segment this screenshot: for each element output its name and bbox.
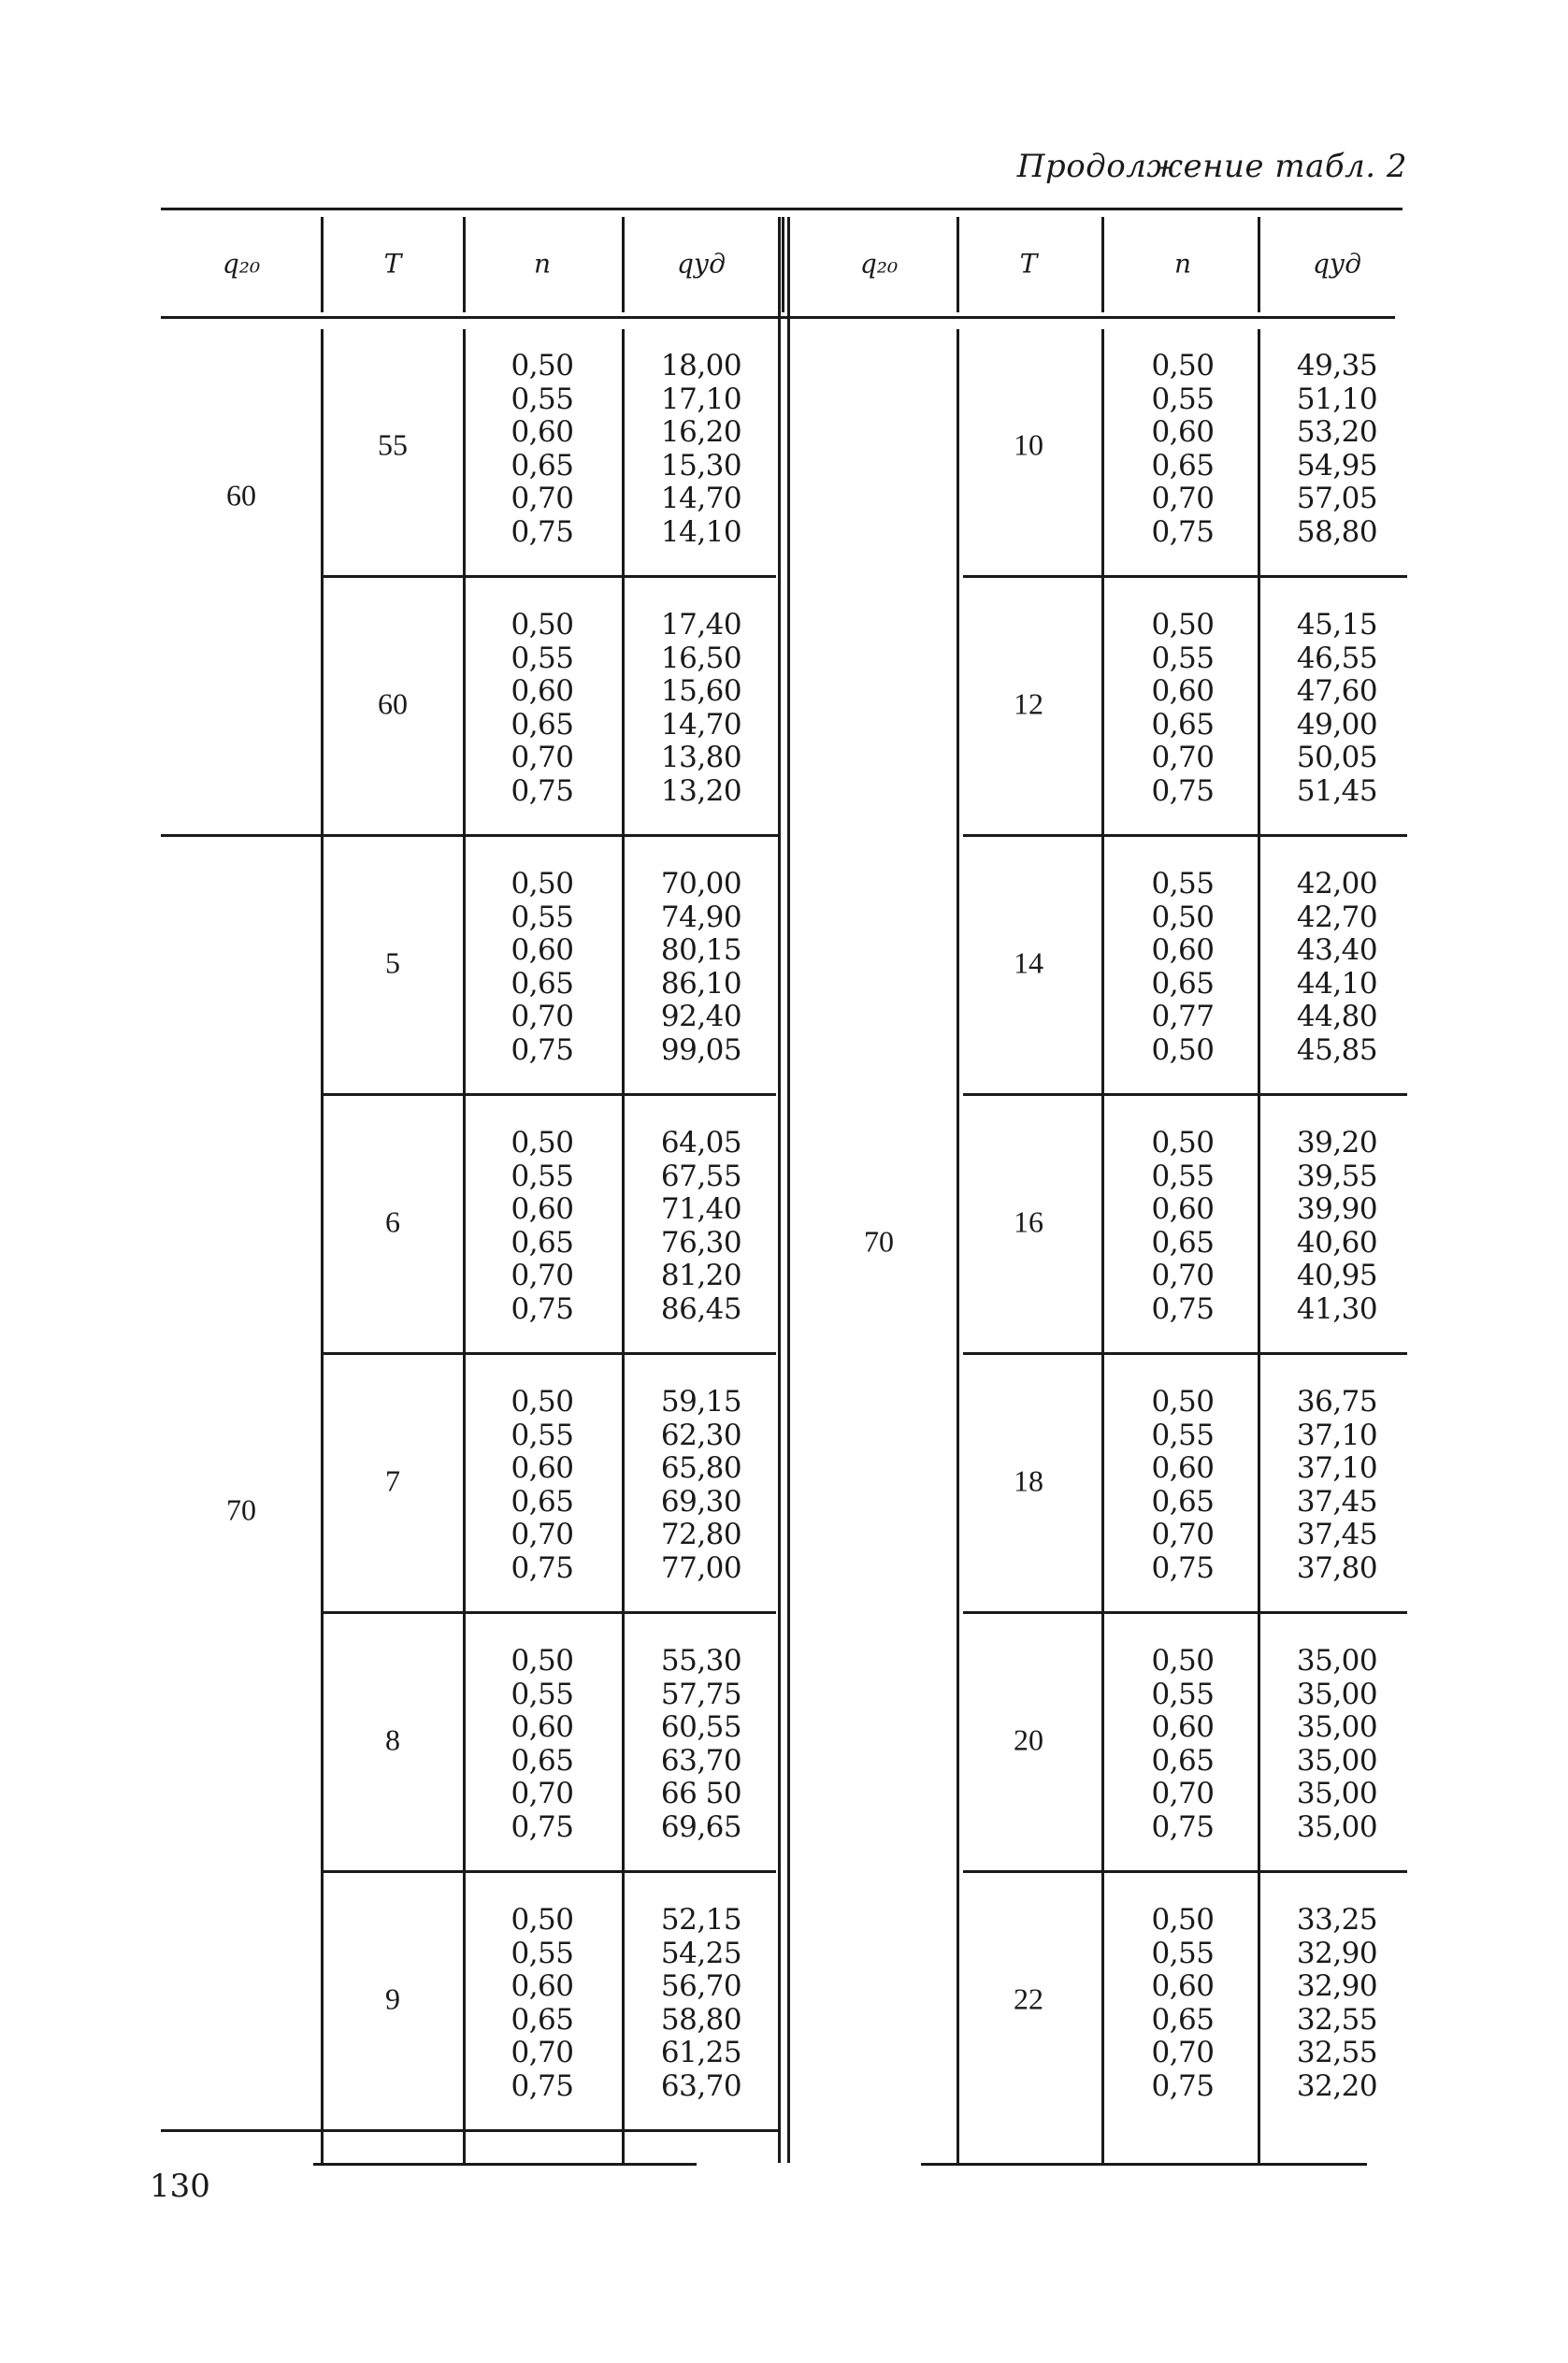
table-cell: 41,30 [1296, 1291, 1378, 1326]
right-header-n: n [1173, 248, 1192, 280]
table-cell: 0,65 [511, 966, 574, 1001]
header-vrule-0 [321, 217, 324, 312]
header-vrule-2 [622, 217, 625, 312]
table-cell: 0,75 [1151, 1809, 1215, 1844]
left-group-rule-1 [161, 2129, 778, 2132]
table-cell: 0,65 [1151, 707, 1215, 742]
left-qud-col-60 [636, 609, 767, 809]
right-T-18: 18 [1014, 1463, 1043, 1498]
left-row-rule-6 [321, 1870, 776, 1873]
table-cell: 0,60 [511, 933, 574, 968]
table-cell: 0,75 [511, 514, 574, 549]
left-T-55: 55 [378, 427, 408, 462]
table-cell: 39,90 [1296, 1192, 1378, 1227]
table-cell: 32,90 [1296, 1936, 1378, 1970]
table-cell: 0,55 [511, 1159, 574, 1193]
table-cell: 63,70 [660, 2068, 742, 2103]
table-cell: 51,10 [1296, 382, 1378, 416]
table-cell: 0,50 [1151, 1126, 1215, 1160]
table-cell: 0,55 [1151, 1418, 1215, 1452]
table-cell: 46,55 [1296, 641, 1378, 675]
table-cell: 0,50 [511, 1126, 574, 1160]
table-cell: 32,20 [1296, 2068, 1378, 2103]
table-cell: 0,50 [1151, 608, 1215, 641]
table-caption: Продолжение табл. 2 [1016, 148, 1407, 185]
table-cell: 14,70 [660, 707, 742, 742]
table-cell: 35,00 [1296, 1677, 1378, 1711]
table-cell: 0,75 [1151, 773, 1215, 808]
table-cell: 0,70 [511, 1518, 574, 1552]
left-qud-col-6 [636, 1127, 767, 1327]
left-qud-col-7 [636, 1386, 767, 1586]
table-cell: 0,50 [511, 608, 574, 641]
table-cell: 45,85 [1296, 1032, 1378, 1067]
table-cell: 17,10 [660, 382, 742, 416]
left-row-rule-5 [321, 1611, 776, 1614]
table-cell: 80,15 [660, 933, 742, 968]
table-cell: 0,65 [511, 1225, 574, 1260]
table-cell: 35,00 [1296, 1809, 1378, 1844]
right-n-col-12 [1117, 609, 1248, 809]
table-cell: 0,50 [1151, 900, 1215, 934]
header-vrule-1 [463, 217, 466, 312]
table-cell: 0,50 [1151, 1032, 1215, 1067]
table-cell: 50,05 [1296, 741, 1378, 775]
table-cell: 0,50 [511, 1385, 574, 1419]
table-cell: 42,00 [1296, 867, 1378, 901]
table-cell: 0,60 [511, 415, 574, 450]
right-qud-col-18 [1272, 1386, 1403, 1586]
right-qud-col-16 [1272, 1127, 1403, 1327]
table-cell: 15,60 [660, 674, 742, 709]
left-T-8: 8 [385, 1722, 400, 1757]
table-cell: 0,75 [511, 1550, 574, 1585]
table-cell: 0,55 [1151, 867, 1215, 901]
table-cell: 0,65 [511, 2002, 574, 2037]
table-cell: 15,30 [660, 448, 742, 483]
table-cell: 32,90 [1296, 1969, 1378, 2004]
table-cell: 56,70 [660, 1969, 742, 2004]
header-vrule-3 [782, 217, 784, 312]
table-cell: 0,70 [511, 1777, 574, 1811]
table-cell: 0,70 [511, 2036, 574, 2070]
table-cell: 0,70 [1151, 1518, 1215, 1552]
table-cell: 67,55 [660, 1159, 742, 1193]
left-qud-col-9 [636, 1904, 767, 2104]
table-cell: 69,65 [660, 1809, 742, 1844]
table-cell: 32,55 [1296, 2002, 1378, 2037]
table-cell: 35,00 [1296, 1777, 1378, 1811]
table-cell: 0,50 [1151, 1903, 1215, 1937]
table-cell: 0,70 [1151, 741, 1215, 775]
left-T-5: 5 [385, 945, 400, 980]
table-cell: 17,40 [660, 608, 742, 641]
table-cell: 52,15 [660, 1903, 742, 1937]
right-row-rule-2 [963, 834, 1407, 837]
table-cell: 0,60 [511, 1969, 574, 2004]
left-T-60: 60 [378, 686, 408, 721]
table-cell: 0,65 [511, 1743, 574, 1778]
table-cell: 49,00 [1296, 707, 1378, 742]
table-cell: 0,55 [511, 1677, 574, 1711]
table-cell: 0,60 [1151, 415, 1215, 450]
table-cell: 0,65 [511, 1484, 574, 1519]
table-cell: 14,70 [660, 482, 742, 516]
table-cell: 0,70 [1151, 2036, 1215, 2070]
header-top-rule [161, 208, 1403, 210]
table-cell: 51,45 [1296, 773, 1378, 808]
table-cell: 0,55 [1151, 1936, 1215, 1970]
table-cell: 92,40 [660, 1000, 742, 1034]
table-cell: 0,75 [511, 1032, 574, 1067]
right-n-col-14 [1117, 868, 1248, 1068]
table-cell: 0,75 [1151, 1291, 1215, 1326]
table-cell: 77,00 [660, 1550, 742, 1585]
table-cell: 86,45 [660, 1291, 742, 1326]
right-qud-col-22 [1272, 1904, 1403, 2104]
page-number: 130 [150, 2168, 210, 2205]
left-qud-col-5 [636, 868, 767, 1068]
table-cell: 35,00 [1296, 1644, 1378, 1678]
table-cell: 49,35 [1296, 349, 1378, 382]
table-cell: 0,55 [1151, 1159, 1215, 1193]
table-cell: 0,75 [511, 1809, 574, 1844]
table-cell: 0,55 [1151, 382, 1215, 416]
table-cell: 0,65 [1151, 2002, 1215, 2037]
table-cell: 32,55 [1296, 2036, 1378, 2070]
table-cell: 62,30 [660, 1418, 742, 1452]
right-row-rule-3 [963, 1093, 1407, 1096]
table-cell: 14,10 [660, 514, 742, 549]
table-cell: 60,55 [660, 1710, 742, 1745]
table-cell: 36,75 [1296, 1385, 1378, 1419]
left-n-col-5 [477, 868, 608, 1068]
table-cell: 0,55 [1151, 641, 1215, 675]
table-cell: 0,55 [511, 382, 574, 416]
left-q20-70: 70 [226, 1492, 256, 1526]
left-body-vrule-0 [321, 329, 324, 2163]
table-cell: 37,45 [1296, 1484, 1378, 1519]
table-cell: 55,30 [660, 1644, 742, 1678]
left-n-col-9 [477, 1904, 608, 2104]
table-cell: 18,00 [660, 349, 742, 382]
table-cell: 0,50 [1151, 1385, 1215, 1419]
right-row-rule-5 [963, 1611, 1407, 1614]
table-cell: 0,50 [511, 1903, 574, 1937]
right-T-16: 16 [1014, 1204, 1043, 1239]
table-cell: 37,10 [1296, 1451, 1378, 1486]
table-cell: 44,10 [1296, 966, 1378, 1001]
table-cell: 39,20 [1296, 1126, 1378, 1160]
table-cell: 58,80 [1296, 514, 1378, 549]
left-row-rule-4 [321, 1352, 776, 1355]
table-cell: 0,70 [511, 482, 574, 516]
right-body-vrule-0 [957, 329, 959, 2163]
header-vrule-6 [1258, 217, 1260, 312]
right-bottom-rule [921, 2163, 1367, 2166]
table-cell: 0,75 [511, 1291, 574, 1326]
right-n-col-20 [1117, 1645, 1248, 1845]
left-n-col-7 [477, 1386, 608, 1586]
left-T-9: 9 [385, 1981, 400, 2016]
table-cell: 0,70 [511, 741, 574, 775]
table-cell: 0,65 [1151, 1225, 1215, 1260]
left-body-vrule-1 [463, 329, 466, 2163]
table-cell: 0,70 [1151, 1259, 1215, 1293]
header-vrule-4 [957, 217, 959, 312]
right-header-T: T [1019, 248, 1038, 280]
left-row-rule-1 [321, 575, 776, 578]
table-cell: 0,75 [511, 2068, 574, 2103]
table-cell: 0,70 [511, 1259, 574, 1293]
table-cell: 0,50 [511, 1644, 574, 1678]
table-cell: 0,60 [511, 1192, 574, 1227]
right-T-10: 10 [1014, 427, 1043, 462]
right-n-col-16 [1117, 1127, 1248, 1327]
table-cell: 42,70 [1296, 900, 1378, 934]
table-cell: 0,75 [1151, 1550, 1215, 1585]
right-T-14: 14 [1014, 945, 1043, 980]
table-cell: 43,40 [1296, 933, 1378, 968]
table-cell: 0,55 [511, 641, 574, 675]
table-cell: 0,70 [1151, 1777, 1215, 1811]
table-cell: 99,05 [660, 1032, 742, 1067]
table-cell: 0,75 [1151, 2068, 1215, 2103]
table-cell: 65,80 [660, 1451, 742, 1486]
left-n-col-8 [477, 1645, 608, 1845]
table-cell: 0,55 [511, 1936, 574, 1970]
left-qud-col-8 [636, 1645, 767, 1845]
right-qud-col-10 [1272, 350, 1403, 550]
table-cell: 13,80 [660, 741, 742, 775]
table-cell: 35,00 [1296, 1743, 1378, 1778]
left-header-q20: q₂₀ [222, 248, 261, 280]
table-cell: 0,55 [511, 1418, 574, 1452]
table-cell: 13,20 [660, 773, 742, 808]
left-header-n: n [533, 248, 552, 280]
right-T-20: 20 [1014, 1722, 1043, 1757]
table-cell: 74,90 [660, 900, 742, 934]
left-header-qud: qуд [677, 248, 726, 280]
table-cell: 54,25 [660, 1936, 742, 1970]
left-bottom-rule [313, 2163, 697, 2166]
right-body-vrule-1 [1101, 329, 1104, 2163]
right-header-q20: q₂₀ [859, 248, 899, 280]
table-cell: 16,20 [660, 415, 742, 450]
right-qud-col-14 [1272, 868, 1403, 1068]
table-cell: 0,65 [1151, 1484, 1215, 1519]
table-cell: 66 50 [660, 1777, 742, 1811]
table-cell: 76,30 [660, 1225, 742, 1260]
table-cell: 0,60 [1151, 933, 1215, 968]
table-cell: 70,00 [660, 867, 742, 901]
table-cell: 0,65 [1151, 1743, 1215, 1778]
table-cell: 47,60 [1296, 674, 1378, 709]
table-cell: 86,10 [660, 966, 742, 1001]
table-cell: 16,50 [660, 641, 742, 675]
center-double-rule-a [778, 217, 781, 2163]
left-n-col-55 [477, 350, 608, 550]
table-cell: 57,05 [1296, 482, 1378, 516]
table-cell: 39,55 [1296, 1159, 1378, 1193]
right-body-vrule-2 [1258, 329, 1260, 2163]
right-n-col-10 [1117, 350, 1248, 550]
table-cell: 44,80 [1296, 1000, 1378, 1034]
left-n-col-60 [477, 609, 608, 809]
table-cell: 37,45 [1296, 1518, 1378, 1552]
right-qud-col-12 [1272, 609, 1403, 809]
table-cell: 0,50 [1151, 349, 1215, 382]
right-q20-70: 70 [864, 1224, 894, 1259]
table-cell: 0,60 [1151, 1710, 1215, 1745]
table-cell: 0,65 [1151, 448, 1215, 483]
left-qud-col-55 [636, 350, 767, 550]
right-T-22: 22 [1014, 1981, 1043, 2016]
table-cell: 59,15 [660, 1385, 742, 1419]
right-T-12: 12 [1014, 686, 1043, 721]
table-cell: 57,75 [660, 1677, 742, 1711]
left-T-7: 7 [385, 1463, 400, 1498]
table-cell: 54,95 [1296, 448, 1378, 483]
right-qud-col-20 [1272, 1645, 1403, 1845]
table-cell: 64,05 [660, 1126, 742, 1160]
table-cell: 40,60 [1296, 1225, 1378, 1260]
left-group-rule-0 [161, 834, 778, 837]
right-row-rule-1 [963, 575, 1407, 578]
center-double-rule-b [787, 217, 790, 2163]
table-cell: 53,20 [1296, 415, 1378, 450]
table-cell: 81,20 [660, 1259, 742, 1293]
table-cell: 0,60 [1151, 1969, 1215, 2004]
table-cell: 0,65 [511, 707, 574, 742]
left-header-T: T [383, 248, 402, 280]
table-cell: 58,80 [660, 2002, 742, 2037]
table-cell: 0,50 [1151, 1644, 1215, 1678]
table-cell: 33,25 [1296, 1903, 1378, 1937]
table-cell: 37,10 [1296, 1418, 1378, 1452]
left-n-col-6 [477, 1127, 608, 1327]
table-cell: 0,60 [511, 674, 574, 709]
table-cell: 63,70 [660, 1743, 742, 1778]
table-cell: 0,65 [1151, 966, 1215, 1001]
table-cell: 0,75 [511, 773, 574, 808]
table-cell: 0,55 [1151, 1677, 1215, 1711]
table-cell: 35,00 [1296, 1710, 1378, 1745]
left-q20-60: 60 [226, 478, 256, 512]
left-T-6: 6 [385, 1204, 400, 1239]
right-n-col-22 [1117, 1904, 1248, 2104]
table-cell: 0,60 [1151, 1451, 1215, 1486]
table-cell: 0,65 [511, 448, 574, 483]
table-cell: 71,40 [660, 1192, 742, 1227]
table-cell: 0,55 [511, 900, 574, 934]
table-cell: 0,60 [511, 1451, 574, 1486]
table-cell: 72,80 [660, 1518, 742, 1552]
table-cell: 61,25 [660, 2036, 742, 2070]
left-row-rule-3 [321, 1093, 776, 1096]
table-cell: 45,15 [1296, 608, 1378, 641]
left-body-vrule-2 [622, 329, 625, 2163]
table-cell: 69,30 [660, 1484, 742, 1519]
table-cell: 0,60 [1151, 1192, 1215, 1227]
table-cell: 0,70 [1151, 482, 1215, 516]
right-header-qud: qуд [1313, 248, 1361, 280]
table-cell: 0,77 [1151, 1000, 1215, 1034]
table-cell: 37,80 [1296, 1550, 1378, 1585]
table-cell: 0,50 [511, 867, 574, 901]
table-cell: 0,75 [1151, 514, 1215, 549]
right-row-rule-4 [963, 1352, 1407, 1355]
table-cell: 0,60 [511, 1710, 574, 1745]
table-cell: 40,95 [1296, 1259, 1378, 1293]
header-vrule-5 [1101, 217, 1104, 312]
table-cell: 0,60 [1151, 674, 1215, 709]
table-cell: 0,70 [511, 1000, 574, 1034]
table-cell: 0,50 [511, 349, 574, 382]
right-row-rule-6 [963, 1870, 1407, 1873]
right-n-col-18 [1117, 1386, 1248, 1586]
